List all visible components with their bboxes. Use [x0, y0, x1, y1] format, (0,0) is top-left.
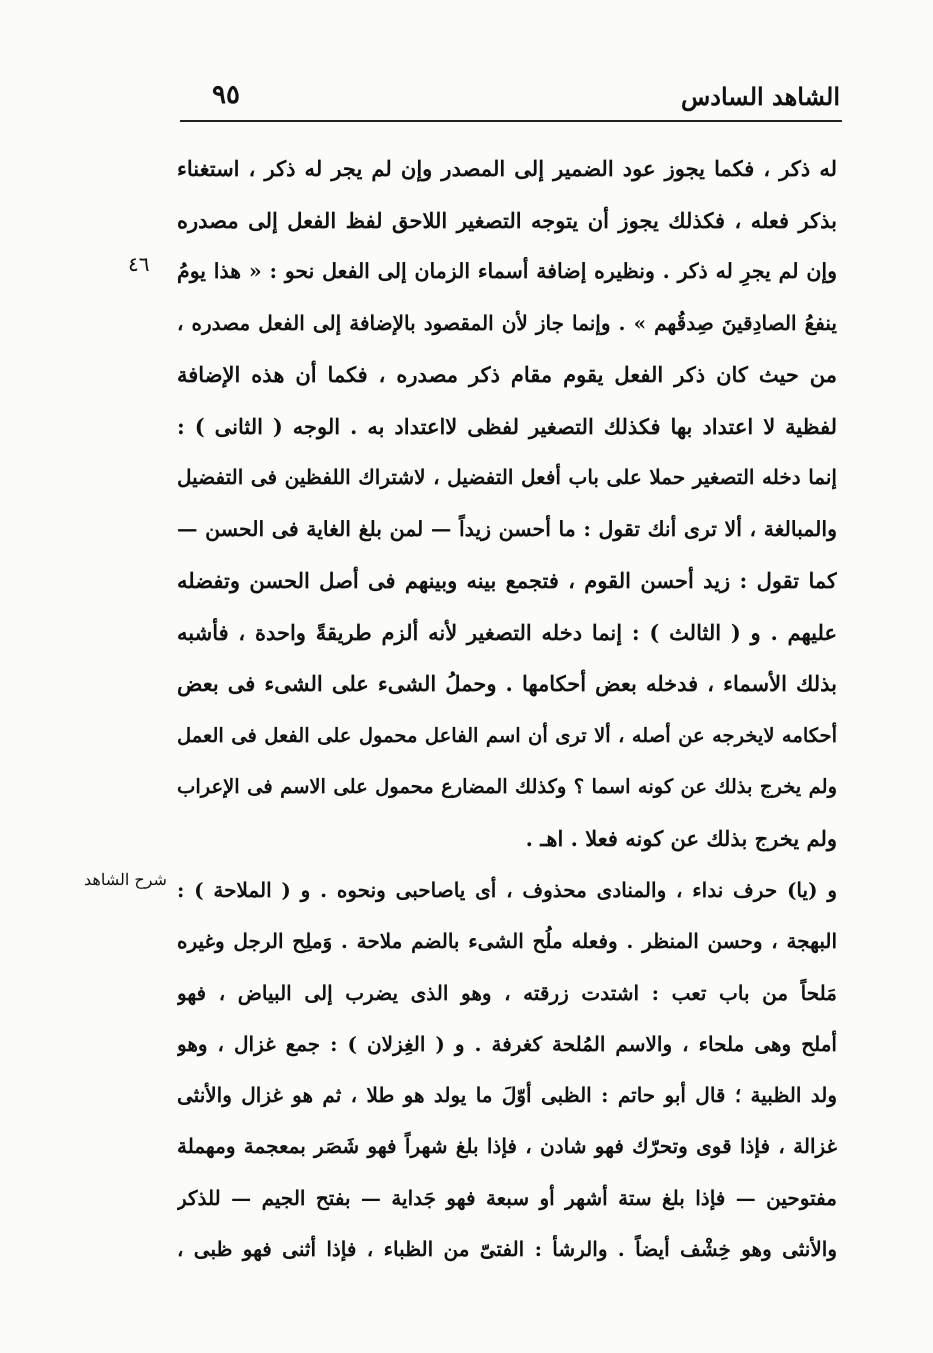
text-line: والمبالغة ، ألا ترى أنك تقول : ما أحسن زيداً — لمن بلغ الغاية فى الحسن — [177, 516, 837, 541]
header-rule [180, 120, 842, 122]
text-line: من حيث كان ذكر الفعل يقوم مقام ذكر مصدره ، فكما أن هذه الإضافة [177, 362, 837, 387]
chapter-title: الشاهد السادس [681, 82, 840, 111]
text-line: أحكامه لايخرجه عن أصله ، ألا ترى أن اسم الفاعل محمول على الفعل فى العمل [177, 723, 837, 747]
paragraph-explanation [177, 865, 837, 1275]
text-line: بذكر فعله ، فكذلك يجوز أن يتوجه التصغير اللاحق لفظ الفعل إلى مصدره [177, 207, 837, 233]
text-line: كما تقول : زيد أحسن القوم ، فتجمع بينه وبينهم فى أصل الحسن وتفضله [177, 568, 837, 593]
text-line: بذلك الأسماء ، فدخله بعض أحكامها . وحملُ الشىء على الشىء فى بعض [177, 671, 837, 696]
text-line: ولد الظبية ؛ قال أبو حاتم : الظبى أوّلَ ما يولد هو طلا ، ثم هو غزال والأنثى [177, 1083, 837, 1108]
text-line: و (يا) حرف نداء ، والمنادى محذوف ، أى ياصاحبى ونحوه . و ( الملاحة ) : [177, 878, 837, 902]
text-line: ينفعُ الصادِقينَ صِدقُهم » . وإنما جاز لأن المقصود بالإضافة إلى الفعل مصدره ، [177, 310, 837, 335]
text-line: مفتوحين — فإذا بلغ ستة أشهر أو سبعة فهو جَداية — بفتح الجيم — للذكر [177, 1185, 837, 1210]
text-line: وإن لم يجرِ له ذكر . ونظيره إضافة أسماء الزمان إلى الفعل نحو : « هذا يومُ [177, 259, 837, 283]
text-line: له ذكر ، فكما يجوز عود الضمير إلى المصدر وإن لم يجر له ذكر ، استغناء [177, 156, 837, 181]
margin-label: شرح الشاهد [84, 870, 167, 889]
text-line: ولم يخرج بذلك عن كونه اسما ؟ وكذلك المضارع محمول على الاسم فى الإعراب [177, 775, 837, 798]
text-line: غزالة ، فإذا قوى وتحرّك فهو شادن ، فإذا بلغ شهراً فهو شَصَر بمعجمة ومهملة [177, 1134, 837, 1159]
text-line: إنما دخله التصغير حملا على باب أفعل التفضيل ، لاشتراك اللفظين فى التفضيل [177, 465, 837, 489]
text-line: أملح وهى ملحاء ، والاسم المُلحة كغرفة . و ( الغِزلان ) : جمع غزال ، وهو [177, 1031, 837, 1056]
text-line: لفظية لا اعتداد بها فكذلك التصغير لفظى لااعتداد به . الوجه ( الثانى ) : [177, 413, 837, 439]
running-head [180, 80, 840, 120]
text-line: مَلحاً من باب تعب : اشتدت زرقته ، وهو الذى يضرب إلى البياض ، فهو [177, 980, 837, 1005]
paragraph-commentary [177, 143, 837, 864]
page-number: ٩٥ [212, 80, 240, 110]
text-line: ولم يخرج بذلك عن كونه فعلا . اهـ . [525, 825, 837, 851]
text-line: والأنثى وهو خِشْف أيضاً . والرشأ : الفتىّ من الظباء ، فإذا أثنى فهو ظبى ، [177, 1237, 837, 1262]
text-line: عليهم . و ( الثالث ) : إنما دخله التصغير لأنه ألزم طريقةً واحدة ، فأشبه [177, 619, 837, 645]
verse-number: ٤٦ [128, 252, 150, 276]
text-line: البهجة ، وحسن المنظر . وفعله ملُح الشىء بالضم ملاحة . وَملِح الرجل وغيره [177, 929, 837, 954]
